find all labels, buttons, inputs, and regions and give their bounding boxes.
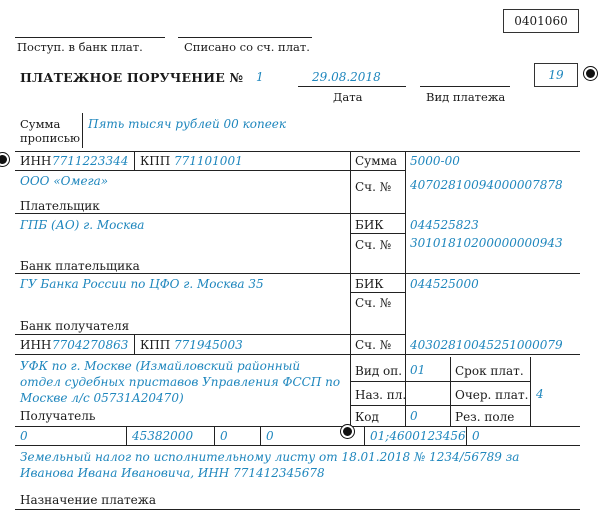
grid-line-8	[15, 445, 580, 446]
payer-name: ООО «Омега»	[20, 174, 109, 188]
tax-doc-number: 01;4600123456	[370, 429, 466, 443]
date-line	[298, 86, 406, 87]
payer-bank-account: 30101810200000000943	[410, 236, 563, 250]
payee-bank-name: ГУ Банка России по ЦФО г. Москва 35	[20, 277, 264, 291]
tax-divider-3	[260, 426, 261, 445]
payer-bank-label: Банк плательщика	[20, 259, 140, 273]
ocher-value: 4	[536, 387, 544, 401]
payment-type-line	[420, 86, 510, 87]
payer-bank-bik-label: БИК	[355, 218, 384, 232]
left-right-divider	[350, 151, 351, 426]
marker-dot-top-right	[584, 67, 597, 80]
marker-dot-center	[341, 425, 354, 438]
payee-account-label: Сч. №	[355, 338, 392, 352]
payee-kpp-label: КПП	[140, 338, 171, 352]
status-code: 19	[548, 68, 564, 82]
payer-account: 40702810094000007878	[410, 178, 563, 192]
payer-inn-label: ИНН	[20, 154, 52, 168]
payee-bank-label: Банк получателя	[20, 319, 130, 333]
received-line	[15, 37, 165, 38]
ocher-label: Очер. плат.	[455, 388, 529, 402]
grid-line-bottom	[15, 509, 580, 510]
grid-line-4	[15, 273, 580, 274]
tax-basis: 0	[220, 429, 228, 443]
payer-label: Плательщик	[20, 199, 100, 213]
purpose-label: Назначение платежа	[20, 493, 156, 507]
vid-op-label: Вид оп.	[355, 364, 403, 378]
kod-value: 0	[410, 409, 418, 423]
payee-inn-kpp-divider	[134, 334, 135, 354]
tax-divider-1	[126, 426, 127, 445]
sum-label: Сумма	[355, 154, 398, 168]
payee-account: 40302810045251000079	[410, 338, 563, 352]
grid-line-7	[15, 426, 580, 427]
purpose-text: Земельный налог по исполнительному листу от 18.01.2018 № 1234/56789 за Иванова Ивана Ивановича, ИНН 771412345678	[20, 450, 520, 480]
form-code: 0401060	[514, 14, 568, 28]
received-label: Поступ. в банк плат.	[17, 40, 143, 54]
label-value-divider	[405, 151, 406, 357]
payer-account-label: Сч. №	[355, 180, 392, 194]
date-label: Дата	[333, 90, 363, 104]
grid-line-3	[15, 213, 405, 214]
order-number: 1	[256, 70, 264, 84]
marker-dot-left	[0, 153, 9, 166]
codes-divider-3	[530, 357, 531, 426]
status-code-box	[534, 63, 578, 87]
payer-kpp-label: КПП	[140, 154, 171, 168]
payee-bank-bik-label: БИК	[355, 277, 384, 291]
payee-bank-account-label: Сч. №	[355, 296, 392, 310]
debited-label: Списано со сч. плат.	[184, 40, 310, 54]
payee-kpp: 771945003	[174, 338, 243, 352]
tax-divider-2	[214, 426, 215, 445]
srok-label: Срок плат.	[455, 364, 524, 378]
grid-line-5	[15, 334, 405, 335]
sum-value: 5000-00	[410, 154, 460, 168]
tax-kbk: 0	[20, 429, 28, 443]
payer-kpp: 771101001	[174, 154, 243, 168]
vid-op-value: 01	[410, 363, 426, 377]
payer-bank-account-label: Сч. №	[355, 238, 392, 252]
tax-divider-4	[364, 426, 365, 445]
payee-inn: 7704270863	[52, 338, 129, 352]
payer-bank-bik: 044525823	[410, 218, 479, 232]
payee-label: Получатель	[20, 409, 96, 423]
naz-pl-label: Наз. пл.	[355, 388, 407, 402]
codes-divider-2	[450, 357, 451, 426]
payment-type-label: Вид платежа	[426, 90, 506, 104]
payer-inn-kpp-divider	[134, 151, 135, 170]
grid-line-6	[15, 354, 580, 355]
rez-label: Рез. поле	[455, 410, 515, 424]
amount-words-divider	[82, 113, 83, 148]
payer-inn: 7711223344	[52, 154, 129, 168]
tax-doc-date: 0	[472, 429, 480, 443]
tax-oktmo: 45382000	[132, 429, 194, 443]
codes-line-2	[350, 405, 530, 406]
payee-inn-label: ИНН	[20, 338, 52, 352]
order-date: 29.08.2018	[312, 70, 381, 84]
debited-line	[178, 37, 312, 38]
tax-divider-5	[466, 426, 467, 445]
grid-line-2	[15, 170, 405, 171]
tax-period: 0	[266, 429, 274, 443]
kod-label: Код	[355, 410, 379, 424]
codes-line-1	[350, 381, 530, 382]
grid-line-bik-2	[350, 292, 405, 293]
payee-bank-bik: 044525000	[410, 277, 479, 291]
form-code-box	[503, 9, 579, 33]
payer-bank-name: ГПБ (АО) г. Москва	[20, 218, 145, 232]
grid-line-bik-1	[350, 233, 405, 234]
amount-words-value: Пять тысяч рублей 00 копеек	[88, 117, 287, 131]
grid-line-1	[15, 151, 580, 152]
amount-words-label: Сумма прописью	[20, 117, 80, 145]
order-title: ПЛАТЕЖНОЕ ПОРУЧЕНИЕ №	[20, 70, 244, 85]
payee-name: УФК по г. Москве (Измайловский районный отдел судебных приставов Управления ФССП по Москве л/с 05731А20470)	[20, 359, 341, 405]
